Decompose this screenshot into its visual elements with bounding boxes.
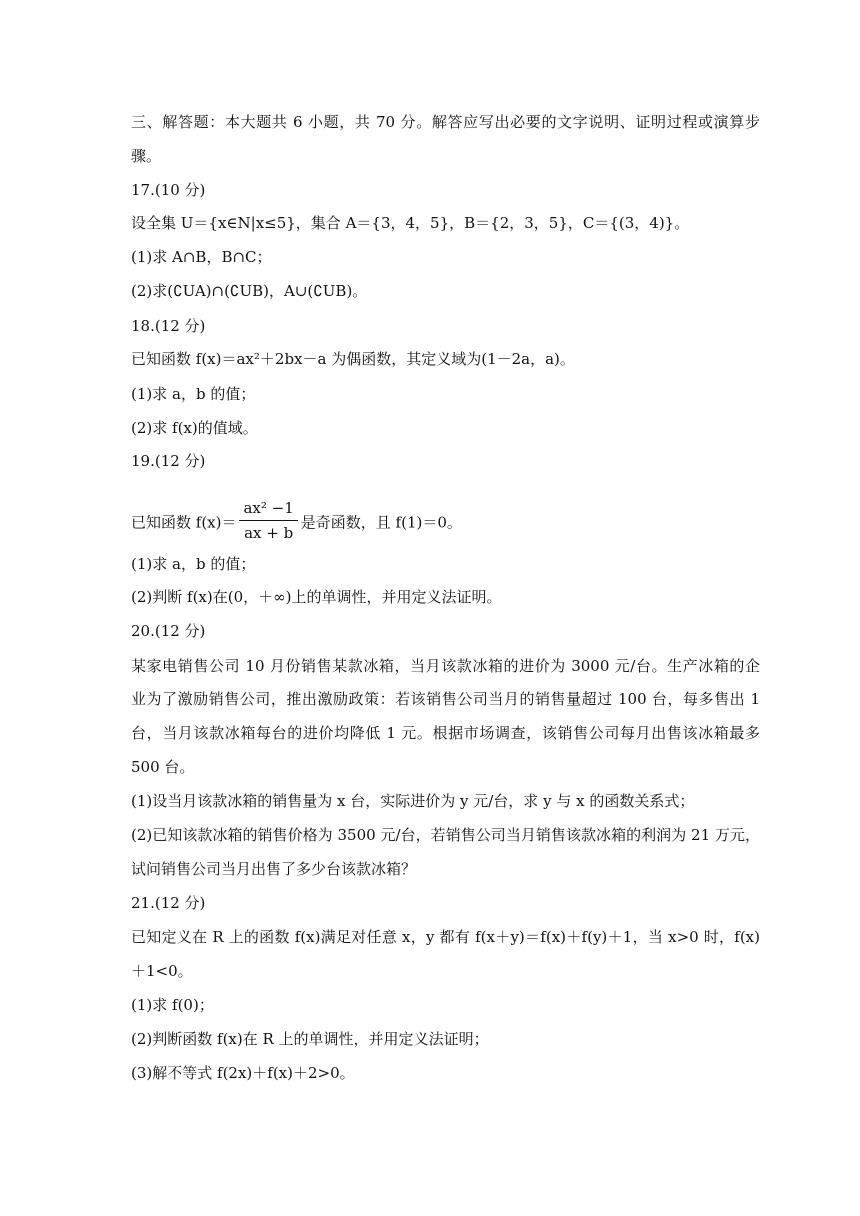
q21-stem-line2: ＋1<0。: [131, 962, 193, 980]
q19-fraction-numerator: ax² −1: [239, 498, 297, 521]
q19-part1: (1)求 a，b 的值；: [131, 555, 256, 573]
q21-part1: (1)求 f(0)；: [131, 996, 214, 1014]
section-heading-line1: 三、解答题：本大题共 6 小题，共 70 分。解答应写出必要的文字说明、证明过程或演算步: [131, 113, 760, 131]
q20-stem-line4: 500 台。: [131, 758, 195, 776]
q20-part1: (1)设当月该款冰箱的销售量为 x 台，实际进价为 y 元/台，求 y 与 x 的函数关系式；: [131, 792, 695, 810]
q19-part2: (2)判断 f(x)在(0，＋∞)上的单调性，并用定义法证明。: [131, 588, 502, 606]
q20-stem-line3: 台，当月该款冰箱每台的进价均降低 1 元。根据市场调查，该销售公司每月出售该冰箱最多: [131, 724, 760, 742]
q19-fraction: [239, 498, 297, 543]
q18-header: 18.(12 分): [131, 317, 206, 335]
q21-stem-line1: 已知定义在 R 上的函数 f(x)满足对任意 x，y 都有 f(x＋y)＝f(x)＋f(y)＋1，当 x>0 时，f(x): [131, 928, 760, 946]
q21-header: 21.(12 分): [131, 894, 206, 912]
q19-stem-suffix: 是奇函数，且 f(1)＝0。: [300, 513, 462, 532]
q17-stem: 设全集 U＝{x∈N|x≤5}，集合 A＝{3，4，5}，B＝{2，3，5}，C＝{(3，4)}。: [131, 214, 690, 232]
q18-part2: (2)求 f(x)的值域。: [131, 419, 258, 437]
q19-fraction-denominator: ax + b: [244, 524, 294, 542]
q20-header: 20.(12 分): [131, 622, 206, 640]
q17-part1: (1)求 A∩B，B∩C；: [131, 248, 272, 266]
q19-stem: [131, 501, 760, 546]
q19-stem-prefix: 已知函数 f(x)＝: [131, 513, 237, 532]
q20-part2-line1: (2)已知该款冰箱的销售价格为 3500 元/台，若销售公司当月销售该款冰箱的利润为 21 万元，: [131, 826, 760, 844]
q21-part3: (3)解不等式 f(2x)＋f(x)＋2>0。: [131, 1064, 355, 1082]
q20-part2-line2: 试问销售公司当月出售了多少台该款冰箱？: [131, 860, 417, 878]
q19-header: 19.(12 分): [131, 452, 206, 470]
q20-stem-line2: 业为了激励销售公司，推出激励政策：若该销售公司当月的销售量超过 100 台，每多售出 1: [131, 690, 760, 708]
q18-stem: 已知函数 f(x)＝ax²＋2bx－a 为偶函数，其定义域为(1－2a，a)。: [131, 350, 575, 368]
q21-part2: (2)判断函数 f(x)在 R 上的单调性，并用定义法证明；: [131, 1030, 489, 1048]
q17-part2: (2)求(∁UA)∩(∁UB)，A∪(∁UB)。: [131, 282, 368, 300]
q18-part1: (1)求 a，b 的值；: [131, 385, 256, 403]
q17-header: 17.(10 分): [131, 181, 206, 199]
section-heading-line2: 骤。: [131, 147, 162, 165]
q20-stem-line1: 某家电销售公司 10 月份销售某款冰箱，当月该款冰箱的进价为 3000 元/台。生产冰箱的企: [131, 657, 760, 675]
